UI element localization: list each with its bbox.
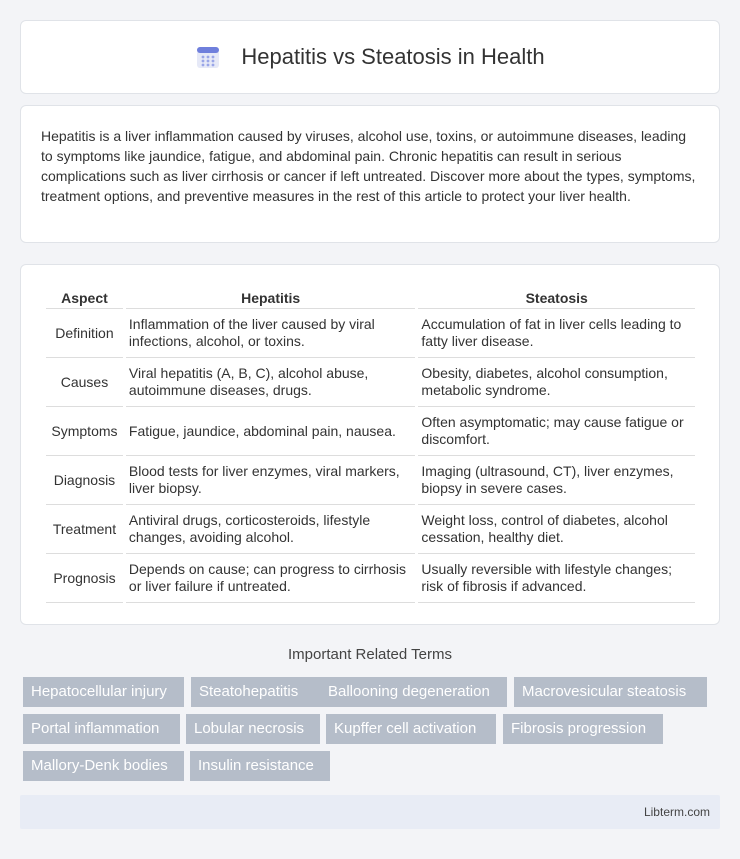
hepatitis-cell: Depends on cause; can progress to cirrhosis or liver failure if untreated. — [126, 554, 416, 603]
related-term-tag[interactable]: Macrovesicular steatosis — [514, 677, 707, 707]
table-row — [46, 554, 695, 603]
footer-site-link[interactable]: Libterm.com — [643, 805, 710, 819]
steatosis-cell: Usually reversible with lifestyle changes; risk of fibrosis if advanced. — [418, 554, 695, 603]
related-term-tag[interactable]: Lobular necrosis — [186, 714, 320, 744]
related-term-tag[interactable]: Hepatocellular injury — [23, 677, 184, 707]
hepatitis-cell: Antiviral drugs, corticosteroids, lifestyle changes, avoiding alcohol. — [126, 505, 416, 554]
aspect-cell: Prognosis — [46, 554, 123, 603]
table-header-row — [46, 285, 695, 309]
related-terms-title: Important Related Terms — [288, 646, 452, 663]
related-term-tag[interactable]: Mallory-Denk bodies — [23, 751, 184, 781]
steatosis-cell: Imaging (ultrasound, CT), liver enzymes, biopsy in severe cases. — [418, 456, 695, 505]
title-card — [20, 20, 720, 94]
hepatitis-cell: Inflammation of the liver caused by viral infections, alcohol, or toxins. — [126, 309, 416, 358]
intro-text: Hepatitis is a liver inflammation caused by viruses, alcohol use, toxins, or autoimmune diseases, leading to symptoms like jaundice, fatigue, and abdominal pain. Chronic hepatitis can result in serious complications such as liver cirrhosis or cancer if left untreated. Discover more about the types, symptoms, treatment options, and preventive measures in the rest of this article to protect your liver health. — [41, 128, 696, 204]
comparison-card — [20, 264, 720, 625]
aspect-cell: Causes — [46, 358, 123, 407]
related-term-tag[interactable]: Kupffer cell activation — [326, 714, 496, 744]
steatosis-cell: Obesity, diabetes, alcohol consumption, metabolic syndrome. — [418, 358, 695, 407]
table-row — [46, 456, 695, 505]
hepatitis-cell: Blood tests for liver enzymes, viral markers, liver biopsy. — [126, 456, 416, 505]
header-hepatitis: Hepatitis — [126, 285, 416, 309]
related-term-tag[interactable]: Ballooning degeneration — [320, 677, 507, 707]
aspect-cell: Diagnosis — [46, 456, 123, 505]
table-row — [46, 407, 695, 456]
related-term-tag[interactable]: Fibrosis progression — [503, 714, 663, 744]
header-steatosis: Steatosis — [418, 285, 695, 309]
aspect-cell: Symptoms — [46, 407, 123, 456]
page-title: Hepatitis vs Steatosis in Health — [241, 44, 545, 69]
hepatitis-cell: Fatigue, jaundice, abdominal pain, nausea. — [126, 407, 416, 456]
calendar-grid-icon — [195, 44, 221, 70]
table-row — [46, 505, 695, 554]
hepatitis-cell: Viral hepatitis (A, B, C), alcohol abuse, autoimmune diseases, drugs. — [126, 358, 416, 407]
table-row — [46, 358, 695, 407]
related-term-tag[interactable]: Portal inflammation — [23, 714, 180, 744]
related-term-tag[interactable]: Insulin resistance — [190, 751, 330, 781]
steatosis-cell: Often asymptomatic; may cause fatigue or discomfort. — [418, 407, 695, 456]
intro-card — [20, 105, 720, 243]
footer-bar — [20, 795, 720, 829]
aspect-cell: Treatment — [46, 505, 123, 554]
table-row — [46, 309, 695, 358]
related-term-tag[interactable]: Steatohepatitis — [191, 677, 337, 707]
aspect-cell: Definition — [46, 309, 123, 358]
steatosis-cell: Weight loss, control of diabetes, alcohol cessation, healthy diet. — [418, 505, 695, 554]
comparison-table — [43, 285, 698, 603]
steatosis-cell: Accumulation of fat in liver cells leading to fatty liver disease. — [418, 309, 695, 358]
header-aspect: Aspect — [46, 285, 123, 309]
